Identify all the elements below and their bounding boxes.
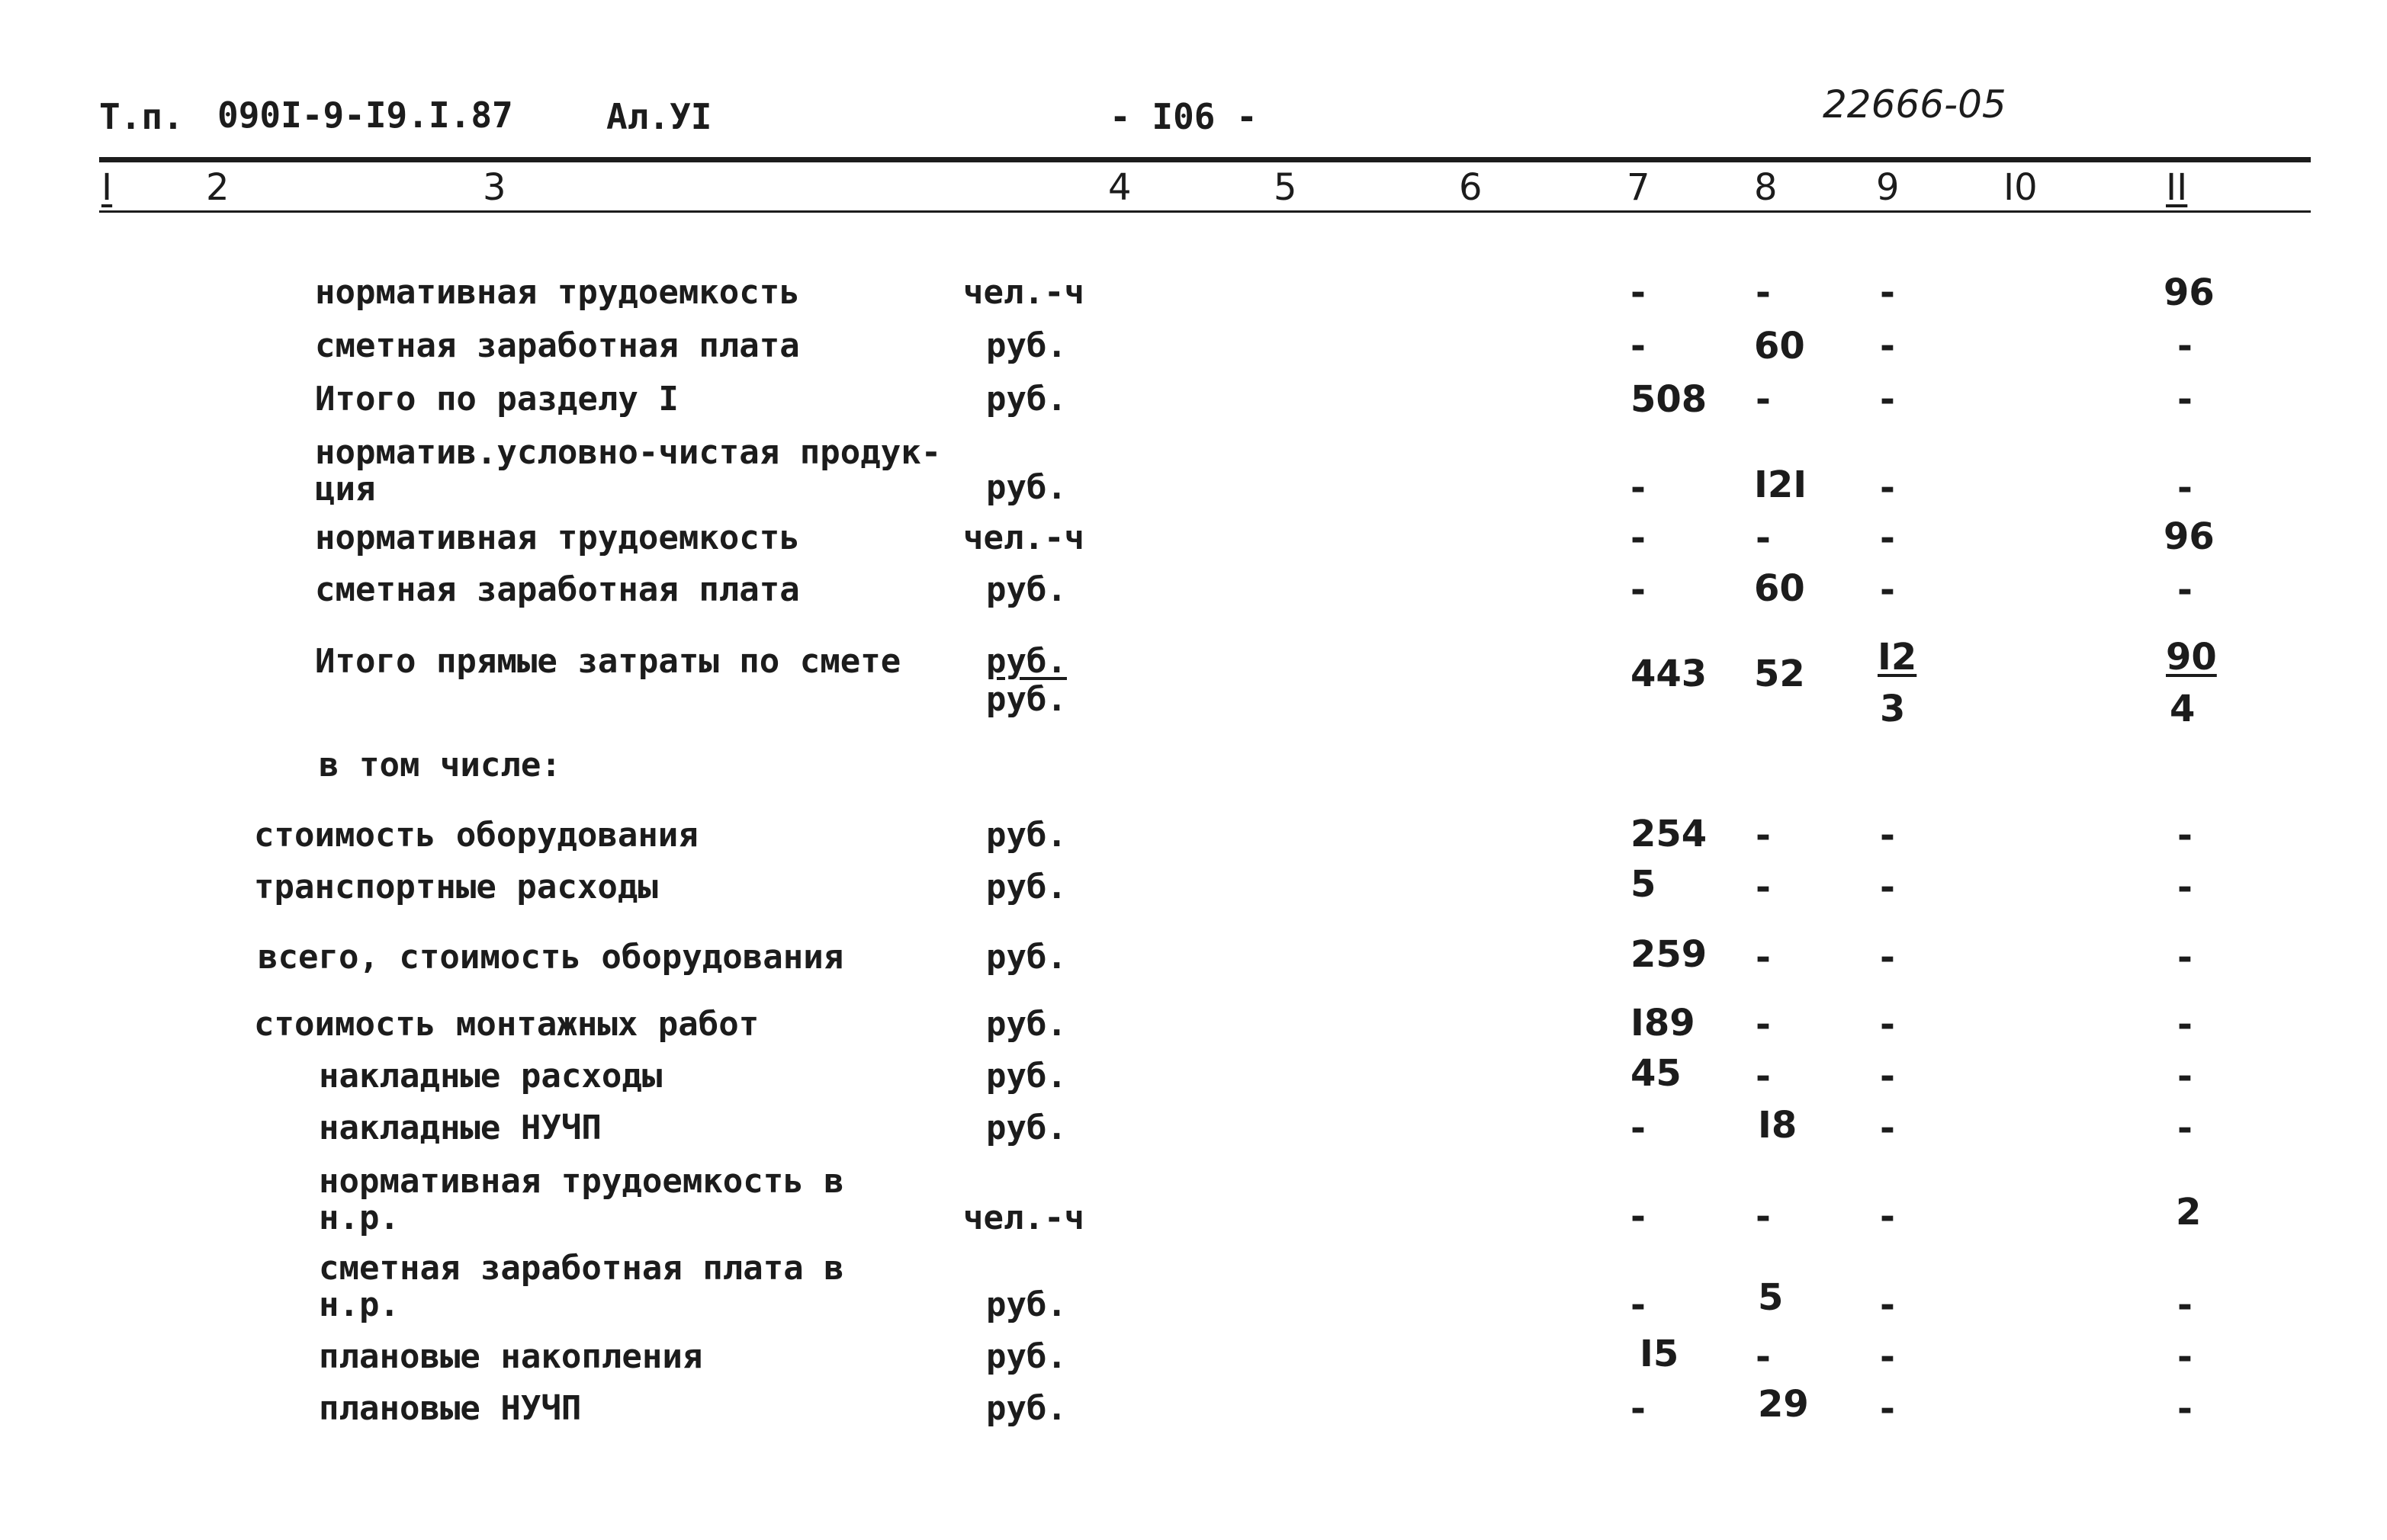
cell-col11: - (2177, 1055, 2193, 1098)
cell-col8: - (1756, 814, 1771, 857)
row-unit: руб. (986, 326, 1067, 365)
row-label: нормативная трудоемкость (315, 273, 800, 312)
cell-col7: - (1630, 1284, 1646, 1327)
column-number-5: 5 (1274, 166, 1297, 209)
cell-col11: - (2177, 325, 2193, 367)
page-number: - I06 - (1110, 96, 1258, 137)
column-number-8: 8 (1754, 166, 1778, 209)
column-number-3: 3 (483, 166, 506, 209)
row-label: всего, стоимость оборудования (258, 938, 844, 977)
row-unit: руб. (986, 1108, 1067, 1147)
cell-col9: - (1880, 1284, 1895, 1327)
cell-col11: - (2177, 1003, 2193, 1046)
cell-col11: - (2177, 1388, 2193, 1430)
header-rule (99, 157, 2311, 162)
column-number-1: I (101, 166, 113, 209)
column-header-rule (99, 210, 2311, 213)
cell-col9: - (1880, 1195, 1895, 1238)
cell-col9: - (1880, 1055, 1895, 1098)
row-label: Итого прямые затраты по смете (315, 642, 901, 681)
row-label-continuation: ция (315, 470, 376, 509)
cell-col7: - (1630, 325, 1646, 367)
row-unit: руб. (986, 1389, 1067, 1428)
cell-col7: - (1630, 467, 1646, 509)
row-unit: руб. (986, 868, 1067, 906)
cell-col9: - (1880, 569, 1895, 611)
row-unit: чел.-ч (963, 273, 1084, 312)
cell-col9: - (1880, 1003, 1895, 1046)
column-number-4: 4 (1108, 166, 1132, 209)
row-label: сметная заработная плата в (319, 1249, 844, 1288)
cell-col8: I2I (1754, 464, 1807, 506)
column-number-9: 9 (1876, 166, 1900, 209)
cell-col8: - (1756, 378, 1771, 421)
cell-col11: 96 (2164, 271, 2215, 314)
cell-col11: - (2177, 378, 2193, 421)
cell-col9-numerator: I2 (1878, 636, 1917, 679)
cell-col11: - (2177, 467, 2193, 509)
cell-col7: 259 (1630, 933, 1708, 976)
cell-col8: 29 (1758, 1383, 1809, 1426)
cell-col8: 5 (1758, 1276, 1784, 1319)
cell-col7: 5 (1630, 863, 1656, 906)
cell-col9: - (1880, 467, 1895, 509)
row-label: плановые НУЧП (319, 1389, 582, 1428)
row-unit: руб. (986, 1005, 1067, 1044)
column-number-10: I0 (2003, 166, 2038, 209)
row-label-continuation: н.р. (319, 1285, 400, 1324)
cell-col11: - (2177, 866, 2193, 909)
row-label: плановые накопления (319, 1337, 703, 1376)
cell-col11: - (2177, 1284, 2193, 1327)
row-unit-numerator: руб. (986, 642, 1067, 681)
cell-col8: - (1756, 1195, 1771, 1238)
cell-col7: - (1630, 569, 1646, 611)
doc-prefix: Т.п. (99, 96, 184, 137)
row-label: накладные расходы (319, 1057, 663, 1096)
cell-col9: - (1880, 378, 1895, 421)
column-number-2: 2 (206, 166, 230, 209)
row-unit: руб. (986, 938, 1067, 977)
cell-col9: - (1880, 1388, 1895, 1430)
cell-col8: - (1756, 1055, 1771, 1098)
cell-col8: - (1756, 271, 1771, 314)
row-label: сметная заработная плата (315, 326, 800, 365)
cell-col11-denominator: 4 (2170, 688, 2196, 730)
row-unit: руб. (986, 570, 1067, 609)
row-unit: руб. (986, 1337, 1067, 1376)
row-label: стоимость монтажных работ (254, 1005, 760, 1044)
row-unit-denominator: руб. (986, 680, 1067, 719)
cell-col7: 443 (1630, 653, 1708, 695)
cell-col9: - (1880, 814, 1895, 857)
cell-col8: I8 (1758, 1104, 1797, 1147)
cell-col8: - (1756, 936, 1771, 979)
row-unit: чел.-ч (963, 1198, 1084, 1237)
cell-col8: 52 (1754, 653, 1805, 695)
cell-col9: - (1880, 866, 1895, 909)
cell-col7: - (1630, 1388, 1646, 1430)
cell-col8: - (1756, 866, 1771, 909)
cell-col11: 96 (2164, 515, 2215, 558)
cell-col11: - (2177, 1107, 2193, 1150)
row-unit: руб. (986, 1285, 1067, 1324)
row-unit: руб. (986, 380, 1067, 419)
cell-col7: - (1630, 271, 1646, 314)
cell-col7: 45 (1630, 1052, 1682, 1095)
cell-col11-numerator: 90 (2166, 636, 2217, 679)
row-label: сметная заработная плата (315, 570, 800, 609)
cell-col9-denominator: 3 (1880, 688, 1906, 730)
doc-code: 090I-9-I9.I.87 (217, 95, 513, 136)
cell-col8: - (1756, 1336, 1771, 1378)
cell-col7: I5 (1640, 1333, 1679, 1375)
cell-col7: 254 (1630, 813, 1708, 855)
cell-col11: - (2177, 936, 2193, 979)
cell-col7: 508 (1630, 378, 1708, 421)
cell-col11: - (2177, 1336, 2193, 1378)
cell-col9: - (1880, 1107, 1895, 1150)
cell-col8: - (1756, 1003, 1771, 1046)
album-label: Ал.УI (606, 96, 712, 137)
cell-col8: 60 (1754, 567, 1805, 610)
cell-col8: - (1756, 517, 1771, 560)
row-unit: руб. (986, 816, 1067, 855)
row-label: транспортные расходы (254, 868, 658, 906)
section-caption: в том числе: (319, 746, 561, 784)
cell-col7: I89 (1630, 1002, 1695, 1044)
column-number-6: 6 (1459, 166, 1483, 209)
row-unit: чел.-ч (963, 518, 1084, 557)
cell-col9: - (1880, 325, 1895, 367)
cell-col9: - (1880, 517, 1895, 560)
row-label: нормативная трудоемкость в (319, 1162, 844, 1201)
cell-col8: 60 (1754, 325, 1805, 367)
row-label: стоимость оборудования (254, 816, 699, 855)
row-label-continuation: н.р. (319, 1198, 400, 1237)
row-label: Итого по разделу I (315, 380, 679, 419)
cell-col9: - (1880, 1336, 1895, 1378)
cell-col11: 2 (2176, 1191, 2202, 1234)
cell-col11: - (2177, 814, 2193, 857)
cell-col11: - (2177, 569, 2193, 611)
row-unit: руб. (986, 468, 1067, 507)
row-label: нормативная трудоемкость (315, 518, 800, 557)
cell-col9: - (1880, 936, 1895, 979)
cell-col7: - (1630, 1195, 1646, 1238)
cell-col7: - (1630, 1107, 1646, 1150)
row-label: норматив.условно-чистая продук- (315, 433, 942, 472)
row-label: накладные НУЧП (319, 1108, 602, 1147)
row-unit: руб. (986, 1057, 1067, 1096)
sheet-number: 22666-05 (1823, 82, 2006, 127)
column-number-11: II (2166, 166, 2188, 209)
column-number-7: 7 (1627, 166, 1650, 209)
cell-col9: - (1880, 271, 1895, 314)
cell-col7: - (1630, 517, 1646, 560)
